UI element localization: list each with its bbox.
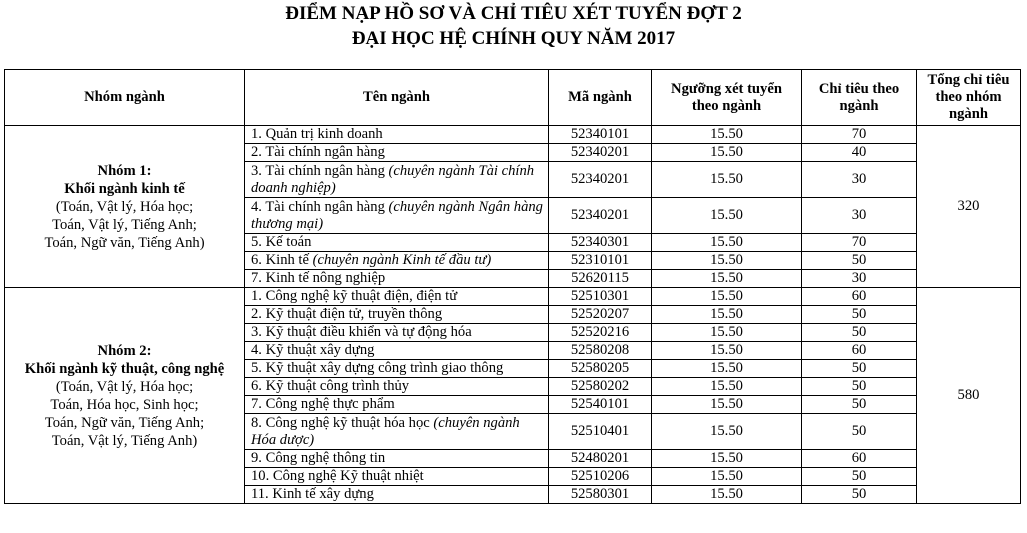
quota-value: 50 [802,360,917,378]
major-code: 52340201 [549,144,652,162]
threshold-value: 15.50 [652,198,802,234]
admission-table [4,69,1021,504]
major-name-cell [245,396,549,414]
major-name: 2. Tài chính ngân hàng [251,144,385,160]
threshold-value: 15.50 [652,234,802,252]
major-name-cell [245,252,549,270]
major-name-cell [245,288,549,306]
quota-value: 50 [802,414,917,450]
major-name: 6. Kinh tế [251,252,313,268]
major-code: 52340201 [549,198,652,234]
group-title-a: Nhóm 1: [97,162,152,179]
major-note: (chuyên ngành Hóa dược) [251,414,520,448]
major-code: 52580205 [549,360,652,378]
major-code: 52620115 [549,270,652,288]
quota-value: 30 [802,198,917,234]
group-subjects: (Toán, Vật lý, Hóa học; [55,378,194,395]
group-subjects: Toán, Hóa học, Sinh học; [50,396,199,413]
quota-value: 60 [802,450,917,468]
quota-value: 40 [802,144,917,162]
major-code: 52580301 [549,486,652,504]
major-name-cell [245,324,549,342]
threshold-value: 15.50 [652,306,802,324]
major-name: 4. Kỹ thuật xây dựng [251,342,375,358]
threshold-value: 15.50 [652,288,802,306]
threshold-value: 15.50 [652,324,802,342]
group-subjects: (Toán, Vật lý, Hóa học; [55,198,194,215]
major-name: 7. Kinh tế nông nghiệp [251,270,386,286]
major-name: 11. Kinh tế xây dựng [251,486,374,502]
major-note: (chuyên ngành Kinh tế đầu tư) [312,252,492,268]
major-name-cell [245,234,549,252]
group-cell [5,126,245,288]
header-code: Mã ngành [549,70,652,126]
table-row [5,288,1021,306]
threshold-value: 15.50 [652,342,802,360]
major-code: 52480201 [549,450,652,468]
table-body [5,126,1021,504]
threshold-value: 15.50 [652,378,802,396]
threshold-value: 15.50 [652,252,802,270]
table-row [5,126,1021,144]
threshold-value: 15.50 [652,162,802,198]
major-name: 2. Kỹ thuật điện tử, truyền thông [251,306,443,322]
major-name: 10. Công nghệ Kỹ thuật nhiệt [251,468,424,484]
quota-value: 50 [802,252,917,270]
quota-value: 50 [802,396,917,414]
quota-value: 30 [802,270,917,288]
major-note: (chuyên ngành Tài chính doanh nghiệp) [251,162,535,196]
major-code: 52520216 [549,324,652,342]
threshold-value: 15.50 [652,414,802,450]
major-code: 52520207 [549,306,652,324]
threshold-value: 15.50 [652,270,802,288]
major-name-cell [245,144,549,162]
major-name-cell [245,342,549,360]
major-name-cell [245,270,549,288]
major-name-cell [245,360,549,378]
threshold-value: 15.50 [652,126,802,144]
threshold-value: 15.50 [652,450,802,468]
quota-value: 70 [802,234,917,252]
major-name-cell [245,468,549,486]
header-group: Nhóm ngành [5,70,245,126]
major-name-cell [245,126,549,144]
quota-value: 60 [802,288,917,306]
major-name: 1. Công nghệ kỹ thuật điện, điện tử [251,288,458,304]
threshold-value: 15.50 [652,144,802,162]
group-subjects: Toán, Ngữ văn, Tiếng Anh; [44,414,205,431]
major-code: 52340101 [549,126,652,144]
quota-value: 50 [802,468,917,486]
quota-value: 70 [802,126,917,144]
major-name-cell [245,306,549,324]
major-name-cell [245,198,549,234]
major-name: 5. Kế toán [251,234,312,250]
major-name-cell [245,486,549,504]
group-total: 320 [917,126,1021,288]
major-name: 9. Công nghệ thông tin [251,450,386,466]
group-subjects: Toán, Ngữ văn, Tiếng Anh) [44,234,205,251]
header-threshold: Ngưỡng xét tuyển theo ngành [652,70,802,126]
group-title-b: Khối ngành kỹ thuật, công nghệ [24,360,225,377]
major-code: 52510206 [549,468,652,486]
quota-value: 50 [802,306,917,324]
major-code: 52340301 [549,234,652,252]
quota-value: 30 [802,162,917,198]
major-name: 3. Tài chính ngân hàng [251,162,389,179]
quota-value: 50 [802,324,917,342]
header-quota: Chỉ tiêu theo ngành [802,70,917,126]
major-code: 52310101 [549,252,652,270]
major-name: 1. Quản trị kinh doanh [251,126,383,142]
group-total: 580 [917,288,1021,504]
major-name: 4. Tài chính ngân hàng [251,198,389,215]
major-code: 52580208 [549,342,652,360]
major-name-cell [245,450,549,468]
major-code: 52540101 [549,396,652,414]
quota-value: 60 [802,342,917,360]
major-code: 52510401 [549,414,652,450]
major-name: 8. Công nghệ kỹ thuật hóa học [251,414,434,431]
threshold-value: 15.50 [652,468,802,486]
threshold-value: 15.50 [652,396,802,414]
major-code: 52340201 [549,162,652,198]
major-name-cell [245,162,549,198]
major-name-cell [245,414,549,450]
title-line-1: ĐIỂM NẠP HỒ SƠ VÀ CHỈ TIÊU XÉT TUYỂN ĐỢT 2 [285,3,742,24]
group-title-a: Nhóm 2: [97,342,152,359]
header-name: Tên ngành [245,70,549,126]
major-name: 7. Công nghệ thực phẩm [251,396,395,412]
quota-value: 50 [802,486,917,504]
major-note: (chuyên ngành Ngân hàng thương mại) [251,198,543,232]
threshold-value: 15.50 [652,360,802,378]
major-code: 52580202 [549,378,652,396]
major-name: 6. Kỹ thuật công trình thủy [251,378,410,394]
title-line-2: ĐẠI HỌC HỆ CHÍNH QUY NĂM 2017 [351,28,676,49]
header-row [5,70,1021,126]
header-total: Tổng chỉ tiêu theo nhóm ngành [917,70,1021,126]
major-name: 5. Kỹ thuật xây dựng công trình giao thông [251,360,504,376]
major-name: 3. Kỹ thuật điều khiển và tự động hóa [251,324,472,340]
group-title-b: Khối ngành kinh tế [64,180,185,197]
group-subjects: Toán, Vật lý, Tiếng Anh) [51,432,198,449]
quota-value: 50 [802,378,917,396]
group-subjects: Toán, Vật lý, Tiếng Anh; [52,216,197,233]
threshold-value: 15.50 [652,486,802,504]
major-name-cell [245,378,549,396]
major-code: 52510301 [549,288,652,306]
document-title [0,0,1027,50]
group-cell [5,288,245,504]
